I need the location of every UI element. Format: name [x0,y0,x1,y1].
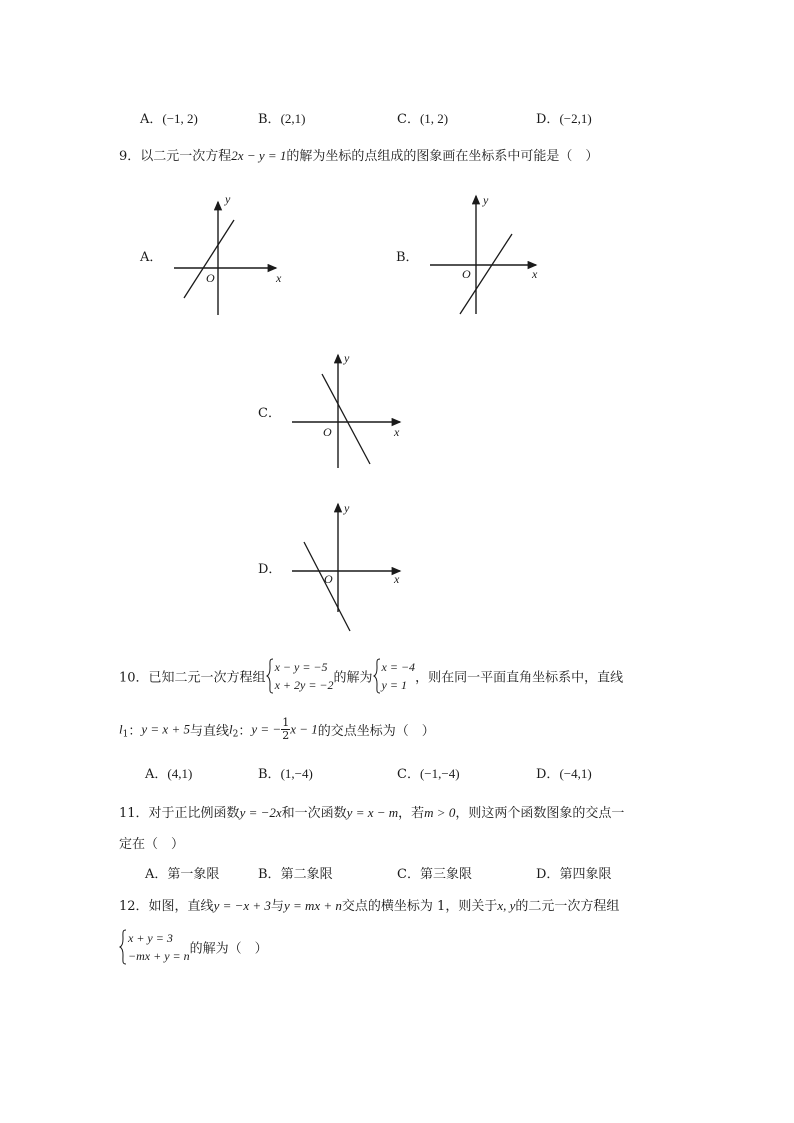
option-letter: A． [140,112,163,127]
equation: y = x + 5 [141,721,190,737]
origin-label: O [323,425,332,439]
origin-label: O [462,267,471,281]
x-axis-label: x [394,572,400,586]
origin-label: O [324,572,333,586]
equation-system [266,658,334,694]
q8-option-d[interactable] [536,108,592,127]
q10-option-a[interactable] [145,763,192,782]
solution-row: x = −4 [381,660,416,674]
option-value: (−2,1) [559,111,592,126]
q11-option-a[interactable] [145,863,219,882]
q10-stem [119,658,623,694]
fraction-numerator: 1 [282,716,290,729]
line-subscript: 1 [122,729,129,740]
option-letter: D． [536,112,560,127]
q10-option-b[interactable] [258,763,313,782]
system-row: −mx + y = n [128,949,190,963]
q8-option-b[interactable] [258,108,305,127]
stem-text: 交点的横坐标为 1，则关于 [341,899,498,914]
question-number: 12． [119,899,149,914]
option-letter: B． [258,112,281,127]
line-name: l [119,721,123,737]
option-letter: C． [397,767,420,782]
equation: x − 1 [290,721,318,737]
equation: y = − [251,721,282,737]
stem-text: 的二元一次方程组 [515,899,620,914]
origin-label: O [206,271,215,285]
q9-option-d-label[interactable]: D． [258,562,282,577]
option-value: (2,1) [280,111,306,126]
equation-system [119,929,190,965]
y-axis-label: y [344,351,350,365]
option-value: 第一象限 [167,867,220,882]
stem-text: ，则这两个函数图象的交点一 [455,806,625,821]
option-value: 第三象限 [419,867,472,882]
stem-text: ，若 [398,806,425,821]
option-value: 第二象限 [280,867,333,882]
q10-stem-line2 [119,717,435,742]
q9-graph-d [288,500,408,635]
stem-text: 的交点坐标为（ ） [317,724,435,739]
colon: ： [238,724,252,739]
q9-graph-a [170,190,290,320]
left-brace-icon [266,658,274,694]
stem-text: 已知二元一次方程组 [148,670,266,686]
stem-text: 的解为（ ） [189,941,268,957]
q8-option-a[interactable] [140,108,198,127]
stem-text: 以二元一次方程 [140,149,232,164]
stem-text: 和一次函数 [281,806,347,821]
system-row: x − y = −5 [274,660,328,674]
y-axis-label: y [344,501,350,515]
line-name: l [228,721,233,737]
q9-graph-c [288,350,408,475]
q12-stem [119,895,619,914]
colon: ： [128,724,142,739]
option-letter: C． [397,867,420,882]
question-number: 10． [119,670,149,686]
q9-option-a-label[interactable]: A． [140,250,163,265]
left-brace-icon [373,658,381,694]
option-value: (−1,−4) [419,766,460,781]
left-brace-icon [119,929,127,965]
option-value: (−4,1) [559,766,592,781]
option-value: (1, 2) [419,111,449,126]
option-value: (−1, 2) [162,111,198,126]
system-row: x + 2y = −2 [274,678,334,692]
graph-line [304,542,350,631]
stem-text: 如图，直线 [148,899,214,914]
q8-option-c[interactable] [397,108,448,127]
q9-stem [119,145,598,164]
fraction [281,717,290,742]
line-subscript: 2 [232,729,239,740]
equation: y = −x + 3 [213,898,271,913]
question-number: 11． [119,806,149,821]
fraction-denominator: 2 [282,729,290,742]
y-axis-label: y [225,192,231,206]
graph-line [184,220,234,298]
x-axis-label: x [276,271,282,285]
q9-option-b-label[interactable]: B． [396,250,419,265]
option-letter: D． [536,867,560,882]
stem-text: 与 [270,899,284,914]
q10-option-d[interactable] [536,763,592,782]
graph-line [322,374,370,464]
stem-text: 的解为 [333,670,373,686]
q9-graph-b [428,190,548,320]
option-letter: D． [536,767,560,782]
q11-stem-line2: 定在（ ） [119,837,185,852]
stem-text: 的解为坐标的点组成的图象画在坐标系中可能是（ ） [286,149,599,164]
solution-system [373,658,416,694]
q10-option-c[interactable] [397,763,460,782]
equation: 2x − y = 1 [231,148,287,163]
option-value: (4,1) [167,766,193,781]
stem-text: 与直线 [189,724,229,739]
equation: y = −2x [239,805,282,820]
y-axis-label: y [483,193,489,207]
option-letter: A． [145,767,168,782]
q11-option-c[interactable] [397,863,472,882]
question-number: 9． [119,149,141,164]
q9-option-c-label[interactable]: C． [258,406,281,421]
x-axis-label: x [394,425,400,439]
option-value: 第四象限 [559,867,612,882]
variables: x, y [497,898,516,913]
q12-stem-line2 [119,929,268,965]
option-letter: C． [397,112,420,127]
condition: m > 0 [424,805,456,820]
solution-row: y = 1 [381,678,407,692]
q11-option-d[interactable] [536,863,611,882]
equation: y = x − m [346,805,399,820]
option-letter: B． [258,867,281,882]
q11-option-b[interactable] [258,863,333,882]
system-row: x + y = 3 [128,931,173,945]
stem-text: ，则在同一平面直角坐标系中，直线 [415,670,624,686]
x-axis-label: x [532,267,538,281]
option-letter: B． [258,767,281,782]
option-letter: A． [145,867,168,882]
q11-stem [119,802,624,821]
stem-text: 对于正比例函数 [148,806,240,821]
option-value: (1,−4) [280,766,313,781]
equation: y = mx + n [283,898,342,913]
